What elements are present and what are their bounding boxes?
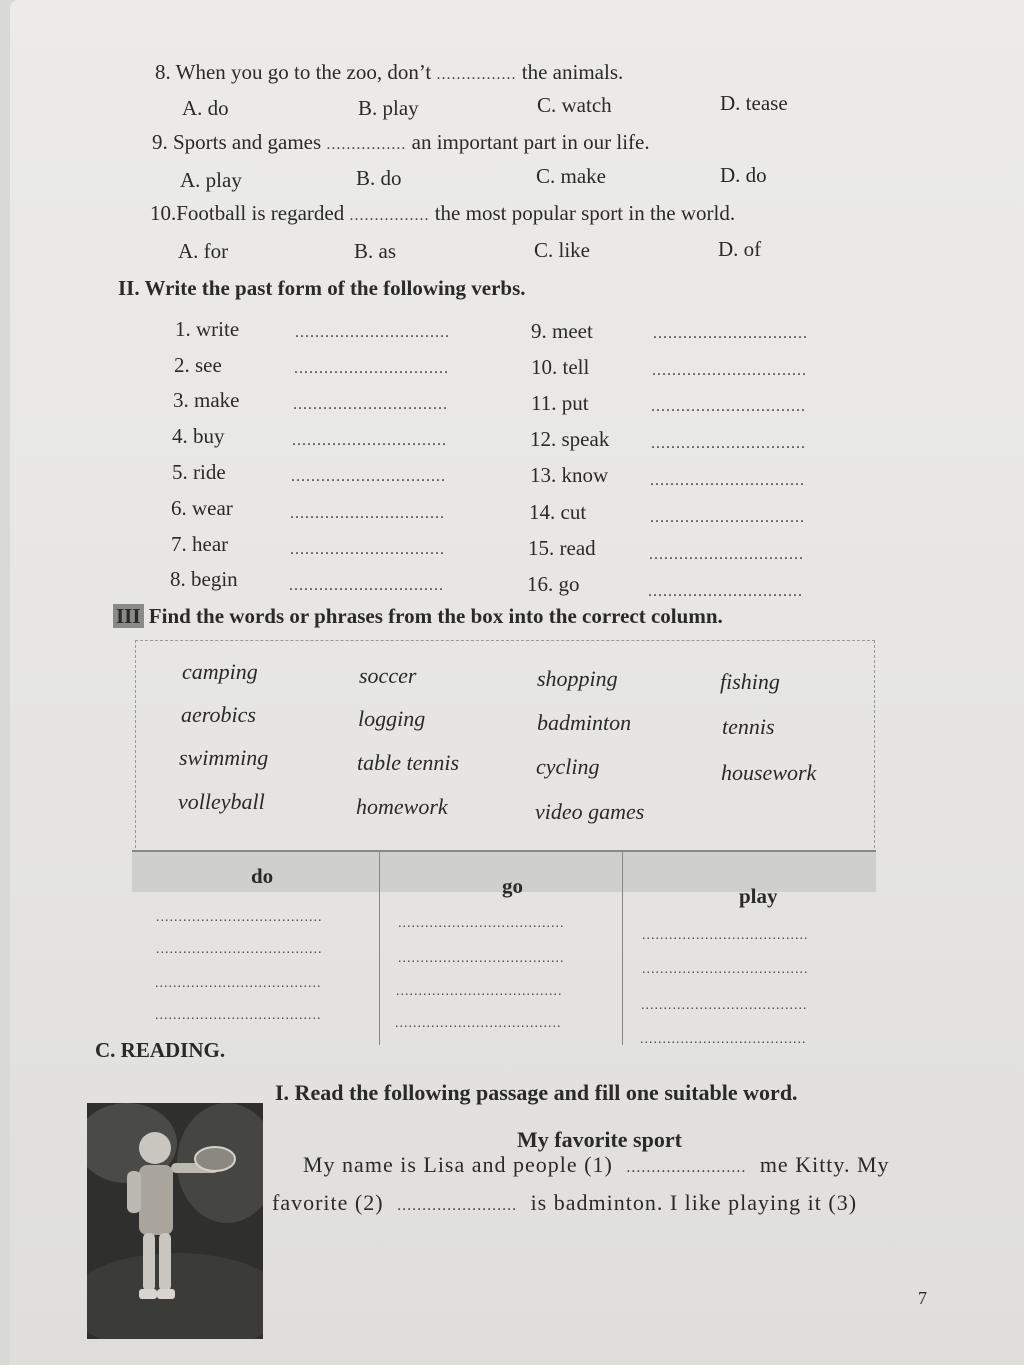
answer-blank[interactable]: ............................... bbox=[294, 360, 449, 377]
answer-blank[interactable]: ..................................... bbox=[642, 962, 809, 977]
answer-blank[interactable]: ..................................... bbox=[156, 942, 323, 957]
option-a: A. do bbox=[182, 96, 229, 120]
word-item: soccer bbox=[359, 663, 417, 688]
answer-blank[interactable]: ..................................... bbox=[396, 984, 563, 999]
girl-with-racket-photo bbox=[87, 1103, 263, 1339]
answer-blank[interactable]: ............................... bbox=[650, 472, 805, 489]
question-10 bbox=[150, 201, 735, 226]
answer-blank[interactable]: ............................... bbox=[648, 583, 803, 600]
answer-blank[interactable]: ............................... bbox=[293, 396, 448, 413]
answer-blank[interactable]: ..................................... bbox=[395, 1016, 562, 1031]
verb-item: 14. cut bbox=[529, 500, 587, 524]
verb-item: 5. ride bbox=[172, 460, 226, 484]
question-stem-end: the animals. bbox=[521, 60, 624, 84]
answer-blank[interactable]: ............................... bbox=[292, 432, 447, 449]
option-d: D. do bbox=[720, 163, 767, 187]
photo-illustration bbox=[87, 1103, 263, 1339]
word-item: housework bbox=[721, 760, 817, 785]
answer-blank[interactable]: ........................ bbox=[626, 1159, 747, 1176]
passage-text: favorite (2) bbox=[272, 1190, 384, 1215]
worksheet-page bbox=[10, 0, 1024, 1365]
word-item: fishing bbox=[720, 669, 780, 694]
answer-blank[interactable]: ........................ bbox=[397, 1197, 518, 1214]
passage-line-1 bbox=[303, 1152, 890, 1178]
answer-blank[interactable]: ..................................... bbox=[640, 1032, 807, 1047]
word-item: cycling bbox=[536, 754, 600, 779]
reading-heading: C. READING. bbox=[95, 1038, 226, 1062]
word-item: table tennis bbox=[357, 750, 460, 775]
option-a: A. for bbox=[178, 239, 229, 263]
column-divider bbox=[379, 850, 380, 1045]
passage-text: My name is Lisa and people (1) bbox=[303, 1152, 613, 1177]
word-item: video games bbox=[535, 799, 645, 824]
answer-blank[interactable]: ............................... bbox=[651, 435, 806, 452]
question-8 bbox=[155, 60, 623, 85]
verb-item: 13. know bbox=[530, 463, 609, 487]
verb-item: 10. tell bbox=[531, 355, 590, 379]
answer-blank[interactable]: ............................... bbox=[649, 546, 804, 563]
answer-blank[interactable]: ..................................... bbox=[156, 910, 323, 925]
section-number: III bbox=[113, 604, 144, 628]
verb-item: 3. make bbox=[173, 388, 240, 412]
section-title bbox=[113, 604, 723, 629]
answer-blank[interactable]: ............................... bbox=[290, 505, 445, 522]
verb-item: 11. put bbox=[531, 391, 589, 415]
reading-instruction: I. Read the following passage and fill one suitable word. bbox=[275, 1080, 798, 1105]
verb-item: 1. write bbox=[175, 317, 240, 341]
passage-text: me Kitty. My bbox=[759, 1152, 890, 1177]
word-item: shopping bbox=[537, 666, 618, 691]
question-stem-end: an important part in our life. bbox=[411, 130, 650, 154]
answer-blank[interactable]: ..................................... bbox=[398, 916, 565, 931]
passage-line-2 bbox=[272, 1190, 857, 1216]
verb-item: 15. read bbox=[528, 536, 596, 560]
verb-item: 6. wear bbox=[171, 496, 233, 520]
answer-blank[interactable]: ..................................... bbox=[398, 951, 565, 966]
word-box bbox=[135, 640, 875, 868]
question-stem: 8. When you go to the zoo, don’t bbox=[155, 60, 432, 84]
answer-blank[interactable]: ............................... bbox=[652, 362, 807, 379]
verb-item: 8. begin bbox=[170, 567, 238, 591]
column-divider bbox=[622, 850, 623, 1045]
option-b: B. as bbox=[354, 239, 396, 263]
question-stem: 10.Football is regarded bbox=[150, 201, 345, 225]
answer-blank[interactable]: ............................... bbox=[650, 509, 805, 526]
answer-blank[interactable]: ............................... bbox=[651, 398, 806, 415]
question-stem: 9. Sports and games bbox=[152, 130, 322, 154]
answer-table bbox=[132, 850, 876, 1050]
verb-item: 7. hear bbox=[171, 532, 229, 556]
verb-item: 9. meet bbox=[531, 319, 593, 343]
word-item: swimming bbox=[179, 745, 269, 770]
answer-blank: ................ bbox=[326, 136, 407, 153]
answer-blank[interactable]: ..................................... bbox=[155, 1008, 322, 1023]
word-item: volleyball bbox=[178, 789, 265, 814]
option-b: B. play bbox=[358, 96, 419, 120]
answer-blank[interactable]: ............................... bbox=[653, 325, 808, 342]
answer-blank: ................ bbox=[349, 207, 430, 224]
question-9 bbox=[152, 130, 650, 155]
answer-blank[interactable]: ..................................... bbox=[155, 976, 322, 991]
passage-title: My favorite sport bbox=[517, 1127, 682, 1152]
passage-text: is badminton. I like playing it (3) bbox=[530, 1190, 858, 1215]
answer-blank[interactable]: ............................... bbox=[291, 468, 446, 485]
page-number: 7 bbox=[918, 1288, 927, 1308]
answer-blank[interactable]: ..................................... bbox=[641, 998, 808, 1013]
column-header-do: do bbox=[251, 864, 274, 888]
column-header-play: play bbox=[739, 884, 778, 908]
word-item: homework bbox=[356, 794, 448, 819]
answer-blank: ................ bbox=[436, 66, 517, 83]
answer-blank[interactable]: ............................... bbox=[290, 541, 445, 558]
word-item: logging bbox=[358, 706, 426, 731]
answer-blank[interactable]: ............................... bbox=[289, 577, 444, 594]
verb-item: 2. see bbox=[174, 353, 222, 377]
answer-blank[interactable]: ..................................... bbox=[642, 928, 809, 943]
option-d: D. of bbox=[718, 237, 762, 261]
word-item: camping bbox=[182, 659, 258, 684]
option-c: C. watch bbox=[537, 93, 612, 117]
option-d: D. tease bbox=[720, 91, 788, 115]
column-header-go: go bbox=[502, 874, 523, 898]
answer-blank[interactable]: ............................... bbox=[295, 324, 450, 341]
word-item: aerobics bbox=[181, 702, 256, 727]
verb-item: 16. go bbox=[527, 572, 580, 596]
option-a: A. play bbox=[180, 168, 242, 192]
option-b: B. do bbox=[356, 166, 402, 190]
section-title: II. Write the past form of the following verbs. bbox=[118, 276, 526, 300]
question-stem-end: the most popular sport in the world. bbox=[434, 201, 736, 225]
word-item: tennis bbox=[722, 714, 775, 739]
option-c: C. make bbox=[536, 164, 606, 188]
verb-item: 12. speak bbox=[530, 427, 610, 451]
word-item: badminton bbox=[537, 710, 632, 735]
section-title-text: Find the words or phrases from the box into the correct column. bbox=[148, 604, 723, 628]
option-c: C. like bbox=[534, 238, 590, 262]
verb-item: 4. buy bbox=[172, 424, 225, 448]
